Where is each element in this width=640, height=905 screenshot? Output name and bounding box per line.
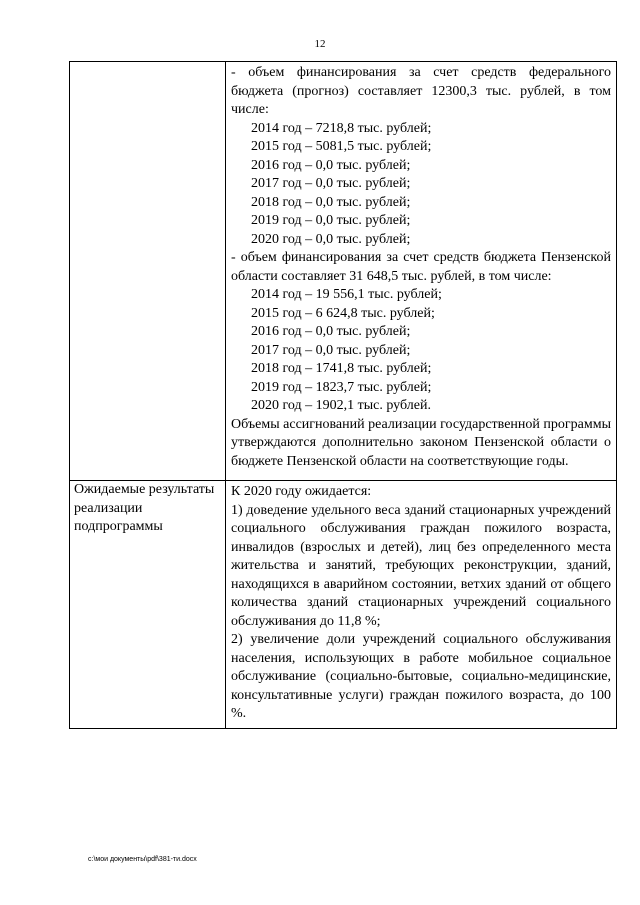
footer-file-path: c:\мои документы\pdf\381-ти.docx (88, 856, 197, 863)
allocation-note: Объемы ассигнований реализации государственной программы утверждаются дополнительно законом Пензенской области о бюджете Пензенской области на соответствующие годы. (231, 416, 611, 469)
federal-year-item: 2014 год – 7218,8 тыс. рублей; (251, 120, 432, 136)
passport-table (69, 61, 617, 729)
result-item: 1) доведение удельного веса зданий стационарных учреждений социального обслуживания граждан пожилого возраста, инвалидов (взрослых и детей), лиц без определенного места жительства и занятий, требующих реконструкции, зданий, находящихся в аварийном состоянии, ветхих зданий от общего количества зданий стационарных учреждений социального обслуживания до 11,8 %; (231, 502, 611, 629)
table-row (70, 62, 617, 481)
regional-year-item: 2015 год – 6 624,8 тыс. рублей; (251, 305, 435, 321)
regional-year-item: 2017 год – 0,0 тыс. рублей; (251, 342, 411, 358)
regional-year-item: 2019 год – 1823,7 тыс. рублей; (251, 379, 432, 395)
financing-cell (226, 62, 617, 481)
page-number: 12 (314, 38, 326, 50)
federal-year-item: 2020 год – 0,0 тыс. рублей; (251, 231, 411, 247)
row-label-expected-results: Ожидаемые результаты реализации подпрограммы (70, 481, 226, 729)
federal-year-item: 2017 год – 0,0 тыс. рублей; (251, 176, 411, 191)
federal-year-item: 2016 год – 0,0 тыс. рублей; (251, 157, 411, 173)
expected-results-cell (226, 481, 617, 729)
results-intro: К 2020 году ожидается: (231, 484, 372, 499)
regional-year-item: 2014 год – 19 556,1 тыс. рублей; (251, 287, 442, 302)
row-label (70, 62, 226, 481)
result-item: 2) увеличение доли учреждений социального обслуживания населения, использующих в работе мобильное социальное обслуживание (социально-бытовые, социально-медицинские, консультативные услуги) граждан пожилого возраста, до 100 %. (231, 632, 611, 721)
regional-year-item: 2018 год – 1741,8 тыс. рублей; (251, 361, 432, 376)
federal-year-item: 2018 год – 0,0 тыс. рублей; (251, 194, 411, 210)
regional-year-item: 2016 год – 0,0 тыс. рублей; (251, 324, 411, 339)
regional-year-item: 2020 год – 1902,1 тыс. рублей. (251, 398, 431, 413)
table-row (70, 481, 617, 729)
federal-budget-intro: - объем финансирования за счет средств федерального бюджета (прогноз) составляет 12300,3 тыс. рублей, в том числе: (231, 65, 611, 117)
federal-year-item: 2019 год – 0,0 тыс. рублей; (251, 213, 411, 228)
federal-year-item: 2015 год – 5081,5 тыс. рублей; (251, 139, 432, 154)
regional-budget-intro: - объем финансирования за счет средств бюджета Пензенской области составляет 31 648,5 тыс. рублей, в том числе: (231, 250, 611, 284)
